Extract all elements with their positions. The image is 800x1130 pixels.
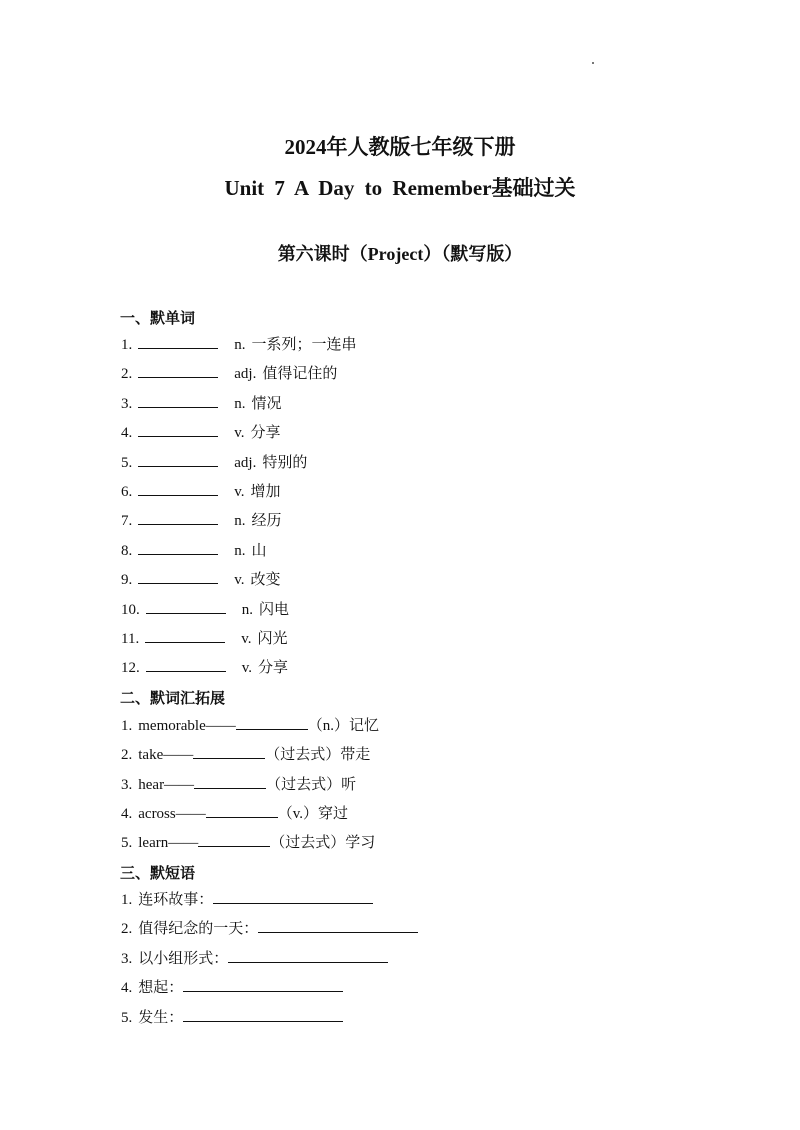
answer-blank[interactable] <box>194 774 266 789</box>
answer-blank[interactable] <box>183 1007 343 1022</box>
base-word: memorable—— <box>138 718 236 734</box>
section-heading-words: 一、默单词 <box>120 311 196 327</box>
part-of-speech: n. <box>234 513 246 530</box>
item-number: 2. <box>121 366 133 383</box>
item-number: 6. <box>121 484 133 500</box>
word-item <box>121 363 337 383</box>
item-number: 3. <box>121 776 133 793</box>
item-number: 11. <box>121 631 140 647</box>
item-number: 5. <box>121 835 133 852</box>
answer-blank[interactable] <box>145 628 225 643</box>
part-of-speech: adj. <box>234 454 257 471</box>
phrase-item <box>121 889 373 909</box>
word-item <box>121 657 288 677</box>
item-number: 5. <box>121 454 133 471</box>
item-number: 9. <box>121 572 133 589</box>
part-of-speech: adj. <box>234 366 257 383</box>
word-meaning: 闪电 <box>259 601 290 618</box>
phrase-prompt: 以小组形式： <box>138 950 229 967</box>
word-meaning: 闪光 <box>257 631 288 647</box>
derivative-hint: （v.）穿过 <box>277 805 349 822</box>
derivative-hint: （过去式）学习 <box>270 835 376 852</box>
part-of-speech: v. <box>241 660 253 677</box>
part-of-speech: v. <box>234 425 245 442</box>
derivative-item <box>121 832 375 852</box>
answer-blank[interactable] <box>213 889 373 904</box>
answer-blank[interactable] <box>193 744 265 759</box>
answer-blank[interactable] <box>138 393 218 408</box>
answer-blank[interactable] <box>138 481 218 496</box>
section-heading-phrases: 三、默短语 <box>120 866 196 882</box>
phrase-prompt: 值得纪念的一天： <box>138 921 259 938</box>
item-number: 3. <box>121 950 133 967</box>
answer-blank[interactable] <box>236 715 308 730</box>
word-item <box>121 510 282 530</box>
item-number: 4. <box>121 805 133 822</box>
part-of-speech: v. <box>234 484 245 500</box>
phrase-prompt: 想起： <box>138 980 184 997</box>
word-meaning: 山 <box>251 542 267 559</box>
part-of-speech: n. <box>234 337 246 353</box>
answer-blank[interactable] <box>138 363 218 378</box>
item-number: 1. <box>121 337 133 353</box>
word-item <box>121 393 282 413</box>
item-number: 2. <box>121 921 133 938</box>
word-meaning: 改变 <box>250 572 281 589</box>
word-item <box>121 422 281 442</box>
word-meaning: 情况 <box>251 395 282 412</box>
item-number: 2. <box>121 747 133 764</box>
word-item <box>121 540 267 560</box>
base-word: hear—— <box>138 776 195 793</box>
word-item <box>121 452 307 472</box>
item-number: 8. <box>121 542 133 559</box>
derivative-item <box>121 715 379 735</box>
item-number: 7. <box>121 513 133 530</box>
word-item <box>121 628 288 648</box>
word-meaning: 分享 <box>258 660 289 677</box>
word-item <box>121 334 357 354</box>
phrase-prompt: 发生： <box>138 1009 184 1026</box>
phrase-prompt: 连环故事： <box>138 892 214 908</box>
derivative-hint: （过去式）听 <box>266 776 357 793</box>
word-meaning: 增加 <box>250 484 281 500</box>
base-word: learn—— <box>138 835 199 852</box>
word-meaning: 一系列；一连串 <box>251 337 357 353</box>
unit-title: Unit 7 A Day to Remember基础过关 <box>224 176 576 200</box>
word-item <box>121 599 289 619</box>
section-heading-derivatives: 二、默词汇拓展 <box>120 691 226 707</box>
answer-blank[interactable] <box>258 918 418 933</box>
part-of-speech: n. <box>234 395 246 412</box>
item-number: 3. <box>121 395 133 412</box>
answer-blank[interactable] <box>138 540 218 555</box>
answer-blank[interactable] <box>228 948 388 963</box>
part-of-speech: n. <box>241 601 253 618</box>
item-number: 4. <box>121 980 133 997</box>
answer-blank[interactable] <box>146 599 226 614</box>
answer-blank[interactable] <box>138 452 218 467</box>
derivative-item <box>121 803 348 823</box>
page-mark <box>592 62 594 64</box>
derivative-hint: （过去式）带走 <box>265 747 371 764</box>
item-number: 1. <box>121 892 133 908</box>
answer-blank[interactable] <box>206 803 278 818</box>
word-item <box>121 569 281 589</box>
answer-blank[interactable] <box>138 334 218 349</box>
answer-blank[interactable] <box>198 832 270 847</box>
word-meaning: 经历 <box>251 513 282 530</box>
word-meaning: 值得记住的 <box>262 366 338 383</box>
item-number: 12. <box>121 660 140 677</box>
item-number: 4. <box>121 425 133 442</box>
base-word: across—— <box>138 805 206 822</box>
item-number: 1. <box>121 718 133 734</box>
word-meaning: 分享 <box>250 425 281 442</box>
phrase-item <box>121 918 418 938</box>
derivative-item <box>121 774 356 794</box>
base-word: take—— <box>138 747 194 764</box>
part-of-speech: v. <box>241 631 252 647</box>
page-title: 2024年人教版七年级下册 <box>284 135 516 159</box>
phrase-item <box>121 977 343 997</box>
item-number: 5. <box>121 1009 133 1026</box>
derivative-item <box>121 744 370 764</box>
answer-blank[interactable] <box>138 569 218 584</box>
derivative-hint: （n.）记忆 <box>307 718 379 734</box>
answer-blank[interactable] <box>146 657 226 672</box>
phrase-item <box>121 948 388 968</box>
item-number: 10. <box>121 601 140 618</box>
answer-blank[interactable] <box>138 510 218 525</box>
answer-blank[interactable] <box>183 977 343 992</box>
part-of-speech: v. <box>234 572 245 589</box>
answer-blank[interactable] <box>138 422 218 437</box>
word-item <box>121 481 281 501</box>
phrase-item <box>121 1007 343 1027</box>
lesson-title: 第六课时（Project）（默写版） <box>277 244 523 264</box>
part-of-speech: n. <box>234 542 246 559</box>
word-meaning: 特别的 <box>262 454 308 471</box>
